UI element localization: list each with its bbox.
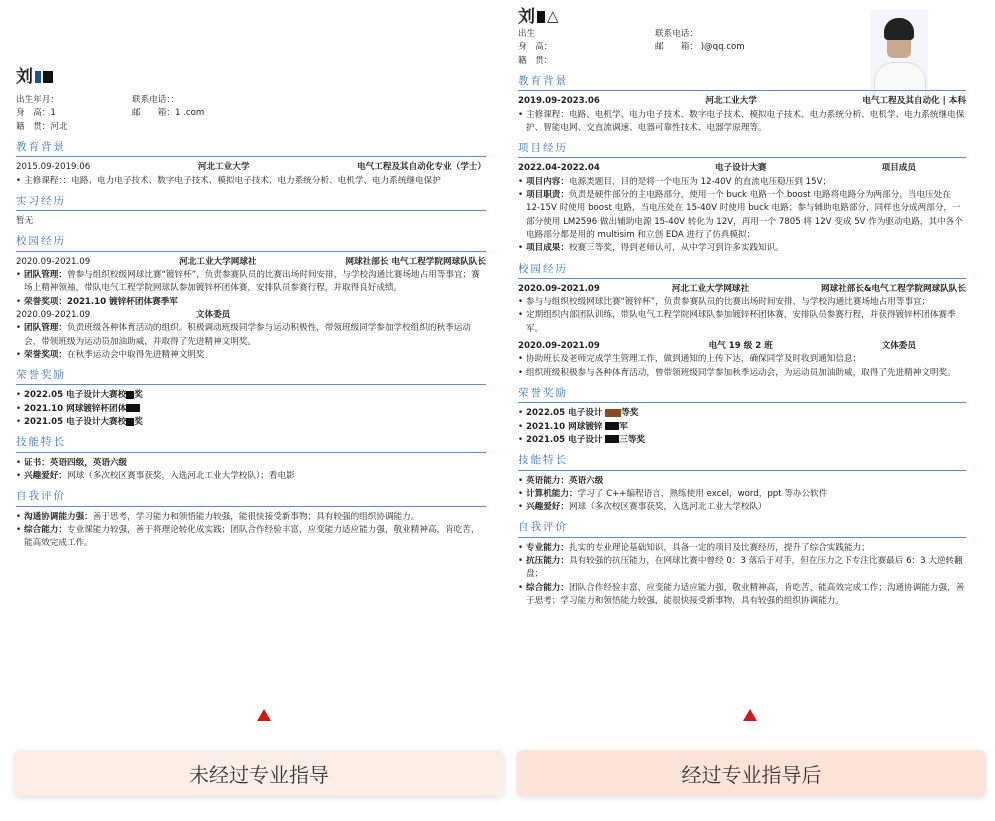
name-text: 刘	[518, 6, 535, 27]
honor-item: • 2021.10 网球镀锌 军	[518, 421, 966, 434]
info-row	[518, 41, 966, 54]
phone-label: 联系电话：：	[132, 95, 180, 105]
section-title-projects: 项目经历	[518, 135, 966, 158]
section-title-education: 教育背景	[16, 134, 486, 157]
campus-row	[518, 283, 966, 296]
edu-major: 电气工程及其自动化专业（学士）	[357, 162, 486, 173]
section-title-skills: 技能特长	[16, 429, 486, 452]
spacer	[336, 309, 486, 322]
campus-row	[518, 340, 966, 353]
self-item: • 沟通协调能力强：善于思考，学习能力和领悟能力较强，能很快接受新事物；具有较强的组织协调能力。	[16, 511, 486, 524]
section-title-honors: 荣誉奖励	[518, 380, 966, 403]
campus-date: 2020.09-2021.09	[16, 309, 91, 320]
honor-item: • 2021.05 电子设计 三等奖	[518, 434, 966, 447]
info-row	[518, 28, 966, 41]
info-row	[16, 107, 486, 120]
section-title-self-eval: 自我评价	[518, 514, 966, 537]
caption-before: 未经过专业指导	[14, 750, 504, 796]
section-title-campus: 校园经历	[16, 228, 486, 251]
resume-before	[16, 66, 486, 550]
campus-row	[16, 309, 486, 322]
skill-item: • 兴趣爱好：网球（多次校区赛事获奖，入选河北工业大学校队）	[518, 501, 966, 514]
campus-org: 河北工业大学网球社	[671, 283, 750, 294]
section-title-honors: 荣誉奖励	[16, 362, 486, 385]
name-text: 刘	[16, 66, 33, 87]
campus-org: 河北工业大学网球社	[179, 256, 257, 267]
hometown-label: 籍 贯：河北	[16, 121, 68, 132]
campus-item: • 团队管理：负责班级各种体育活动的组织。积极调动班级同学参与运动积极性，带领班级同学参加学校组织的秋季运动会，带领班级为运动员加油助威，并取得了先进精神文明奖。	[16, 322, 486, 349]
phone-label: 联系电话：	[655, 29, 698, 39]
proj-name: 电子设计大赛	[714, 163, 767, 174]
caption-after: 经过专业指导后	[517, 750, 986, 796]
self-item: • 综合能力：团队合作经验丰富，应变能力适应能力强，敬业精神高，肯吃苦，能高效完成工作；沟通协调能力强，善于思考；学习能力和领悟能力较强，能很快接受新事物，具有较强的组织协调能力。	[518, 582, 966, 609]
up-arrow-icon	[743, 709, 757, 721]
campus-role: 网球社部长 电气工程学院网球队队长	[345, 256, 486, 267]
skill-item: • 计算机能力：学习了 C++编程语言，熟练使用 excel，word，ppt 等办公软件	[518, 488, 966, 501]
section-title-internship: 实习经历	[16, 188, 486, 211]
campus-item: • 组织班级积极参与各种体育活动，曾带领班级同学参加秋季运动会，为运动员加油助威，取得了先进精神文明奖。	[518, 367, 966, 380]
campus-item: • 荣誉奖项：在秋季运动会中取得先进精神文明奖	[16, 349, 486, 362]
campus-item: • 定期组织内部团队训练，带队电气工程学院网球队参加镀锌杯团体赛，安排队员参赛行程，并获得镀锌杯团体赛季军。	[518, 309, 966, 336]
campus-role: 网球社部长&电气工程学院网球队队长	[821, 283, 966, 294]
resume-before-panel	[0, 0, 498, 700]
project-item: • 项目内容：电源类题目，目的是将一个电压为 12-40V 的直流电压稳压到 15V；	[518, 176, 966, 189]
campus-role: 文体委员	[195, 309, 231, 320]
birth-label: 出生年月：	[16, 95, 59, 105]
education-row	[518, 95, 966, 108]
campus-date: 2020.09-2021.09	[16, 256, 91, 267]
edu-school: 河北工业大学	[705, 96, 757, 107]
info-row	[16, 121, 486, 134]
education-row	[16, 161, 486, 174]
resume-after-panel	[498, 0, 995, 700]
campus-date: 2020.09-2021.09	[518, 341, 600, 352]
campus-class: 电气 19 级 2 班	[708, 341, 773, 352]
self-item: • 专业能力：扎实的专业理论基础知识，具备一定的项目及比赛经历，提升了综合实践能力；	[518, 542, 966, 555]
redaction-block	[35, 71, 41, 83]
campus-item: • 团队管理：曾参与组织校级网球比赛“镀锌杯”，负责参赛队员的比赛出场时间安排，与学校沟通比赛场地占用等事宜；赛场上精神领袖，带队电气工程学院网球队参加镀锌杯团体赛，安排队员参赛行程，并取得良好成绩。	[16, 269, 486, 296]
redaction-block	[537, 11, 545, 23]
project-item: • 项目职责：负责是硬件部分的主电路部分，使用一个 buck 电路一个 boost 电路将电路分为两部分，当电压处在 12-15V 时使用 boost 电路，当电压处在 15-40V 时使用 buck 电路；参与辅助电路部分，同样也分成两部分，一部分使用 LM2596 做出辅助电源 15-40V 转化为 12V，再用一个 7805 将 12V 变成 5V 作为驱动电路，其中各个电路部分都是用的 multisim 和立创 EDA 进行了仿真模拟；	[518, 189, 966, 242]
campus-item: • 荣誉奖项：2021.10 镀锌杯团体赛季军	[16, 296, 486, 309]
campus-item: • 参与与组织校级网球比赛“镀锌杯”，负责参赛队员的比赛出场时间安排，与学校沟通比赛场地占用等事宜；	[518, 296, 966, 309]
candidate-name: 刘 △	[518, 6, 966, 28]
edu-school: 河北工业大学	[197, 162, 250, 173]
height-label: 身 高：	[518, 42, 553, 53]
section-title-campus: 校园经历	[518, 256, 966, 279]
section-title-skills: 技能特长	[518, 447, 966, 470]
proj-role: 项目成员	[881, 163, 916, 174]
candidate-name	[16, 66, 486, 88]
campus-item: • 协助班长及老师完成学生管理工作，做到通知的上传下达，确保同学及时收到通知信息；	[518, 353, 966, 366]
redaction-block	[43, 71, 53, 83]
self-item: • 抗压能力：具有较强的抗压能力，在网球比赛中曾经 0：3 落后于对手，但在压力之下专注比赛最后 6：3 大逆转翻盘；	[518, 555, 966, 582]
section-title-education: 教育背景	[518, 68, 966, 91]
edu-courses: • 主修课程：：电路、电力电子技术、数字电子技术、模拟电子技术、电力系统分析、电机学、电力系统继电保护	[16, 175, 486, 188]
resume-after	[518, 6, 966, 608]
campus-role: 文体委员	[881, 341, 916, 352]
up-arrow-icon	[257, 709, 271, 721]
height-label: 身 高：1	[16, 108, 56, 119]
skill-item: • 兴趣爱好：网球（多次校区赛事获奖，入选河北工业大学校队）；看电影	[16, 470, 486, 483]
campus-date: 2020.09-2021.09	[518, 283, 600, 294]
edu-date: 2019.09-2023.06	[518, 96, 600, 107]
honor-item: • 2021.05 电子设计大赛校 奖	[16, 416, 486, 429]
proj-date: 2022.04-2022.04	[518, 163, 600, 174]
info-row	[518, 55, 966, 68]
edu-courses: • 主修课程：电路、电机学、电力电子技术、数字电子技术、模拟电子技术、电力系统分析、电机学、电力系统继电保护、智能电网、交直流调速、电器可靠性技术、电器学原理等。	[518, 109, 966, 136]
birth-label: 出生	[518, 29, 536, 39]
skill-item: • 证书：英语四级，英语六级	[16, 457, 486, 470]
section-title-self-eval: 自我评价	[16, 483, 486, 506]
self-item: • 综合能力：专业课能力较强，善于将理论转化成实践；团队合作经验丰富，应变能力适应能力强，敬业精神高，肯吃苦，能高效完成工作。	[16, 524, 486, 551]
project-item: • 项目成果：校赛三等奖，得到老师认可，从中学习到许多实践知识。	[518, 242, 966, 255]
honor-item: • 2022.05 电子设计 等奖	[518, 407, 966, 420]
skill-item: • 英语能力：英语六级	[518, 475, 966, 488]
internship-text: 暂无	[16, 216, 34, 227]
campus-row	[16, 256, 486, 269]
honor-item: • 2021.10 网球镀锌杯团体	[16, 403, 486, 416]
project-row	[518, 162, 966, 175]
email-label: 邮 箱： )@qq.com	[655, 42, 745, 53]
edu-date: 2015.09-2019.06	[16, 162, 91, 173]
hometown-label: 籍 贯：	[518, 55, 553, 66]
info-row	[16, 94, 486, 107]
edu-major: 电气工程及其自动化 | 本科	[862, 96, 966, 107]
honor-item: • 2022.05 电子设计大赛校 奖	[16, 389, 486, 402]
email-label: 邮 箱：1 .com	[132, 108, 205, 119]
